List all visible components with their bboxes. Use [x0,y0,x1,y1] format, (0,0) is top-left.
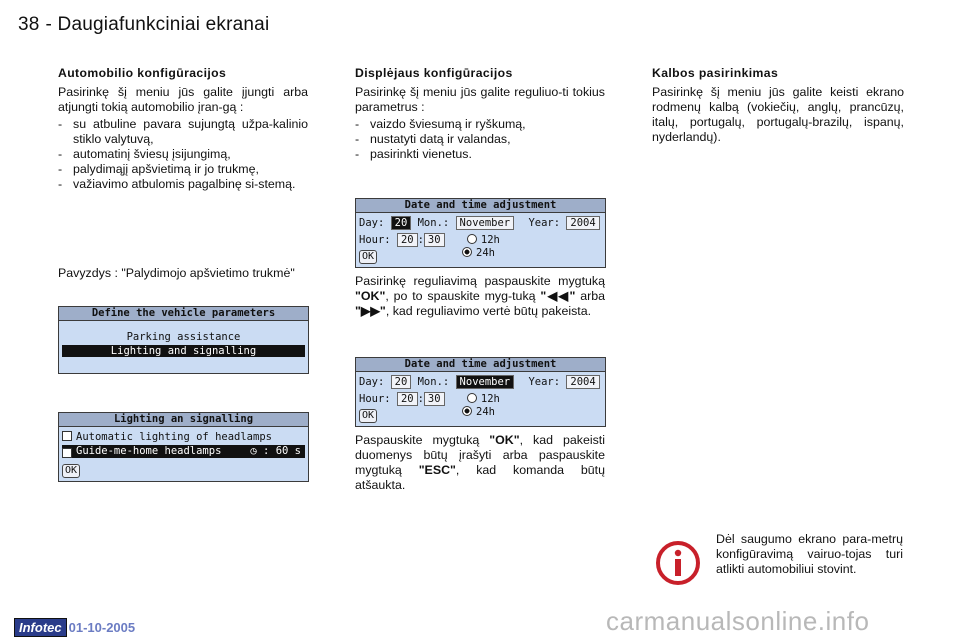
format-12h-label: 12h [480,393,500,405]
language-heading: Kalbos pasirinkimas [652,66,779,80]
display-config-list [355,117,605,162]
month-label: Mon.: [417,217,450,229]
month-field[interactable]: November [456,375,515,389]
vehicle-config-section [58,66,308,192]
adjust-instructions [355,274,605,319]
format-24h-row [462,247,495,259]
ok-key-label: "OK" [489,433,520,447]
screen-title: Lighting an signalling [59,413,308,427]
menu-item-lighting-signalling[interactable]: Lighting and signalling [62,345,305,357]
option-label: Automatic lighting of headlamps [76,431,272,443]
info-icon [655,540,701,586]
footer [14,618,135,637]
list-item: - važiavimo atbulomis pagalbinę si-stemą. [58,177,308,192]
text-span: Paspauskite mygtuką [355,433,490,447]
text-span: Pasirinkę reguliavimą paspauskite mygtuką [355,274,605,288]
vehicle-parameters-screen [58,306,309,374]
radio-icon[interactable] [467,234,477,244]
safety-note: Dėl saugumo ekrano para-metrų konfigūravimą vairuo-tojas turi atlikti automobiliui stovint. [716,532,903,576]
date-time-screen-1 [355,198,606,268]
minute-field[interactable]: 30 [424,392,445,406]
ok-key-label: "OK" [355,289,386,303]
clock-icon: ◷ [250,445,257,457]
language-text: Pasirinkę šį meniu jūs galite keisti ekrano rodmenų kalbą (vokiečių, anglų, prancūzų, italų, portugalų, portugalų-brazilų, ispanų, nyderlandų). [652,85,904,144]
confirm-instructions [355,433,605,493]
watermark: carmanualsonline.info [606,606,870,636]
display-config-heading: Displėjaus konfigūracijos [355,66,513,80]
forward-key-label: "▶▶" [355,304,386,318]
hour-field[interactable]: 20 [397,392,418,406]
radio-icon[interactable] [467,393,477,403]
confirm-paragraph [355,433,605,493]
adjust-paragraph [355,274,605,319]
ok-button[interactable]: OK [359,409,377,423]
example-text: Pavyzdys : "Palydimojo apšvietimo trukmė" [58,266,295,280]
hour-label: Hour: [359,393,391,405]
year-field[interactable]: 2004 [566,216,599,230]
format-12h-label: 12h [480,234,500,246]
format-24h-row [462,406,495,418]
format-24h-label: 24h [476,247,495,259]
display-config-intro: Pasirinkę šį meniu jūs galite reguliuo-ti tokius parametrus : [355,85,605,114]
year-field[interactable]: 2004 [566,375,599,389]
text-span: , kad komanda būtų atšaukta. [355,463,605,492]
vehicle-config-list [58,117,308,192]
example-caption [58,266,308,281]
vehicle-config-heading: Automobilio konfigūracijos [58,66,227,80]
option-label: Guide-me-home headlamps [76,445,222,457]
hour-row: Hour: 20 : 30 12h [359,393,500,405]
radio-selected-icon[interactable] [462,247,472,257]
lighting-screen [58,412,309,482]
minute-field[interactable]: 30 [424,233,445,247]
ok-button[interactable]: OK [62,464,80,478]
option-auto-lighting[interactable] [62,431,272,443]
day-label: Day: [359,376,385,388]
list-item: - palydimąjį apšvietimą ir jo trukmę, [58,162,308,177]
screen-title: Date and time adjustment [356,199,605,213]
duration-value[interactable]: 60 [275,445,289,457]
ok-button[interactable]: OK [359,250,377,264]
option-guide-me-home[interactable]: ✔ Guide-me-home headlamps ◷ : 60 s [62,445,305,458]
list-item: - nustatyti datą ir valandas, [355,132,605,147]
radio-selected-icon[interactable] [462,406,472,416]
format-24h-label: 24h [476,406,495,418]
list-item: - vaizdo šviesumą ir ryškumą, [355,117,605,132]
screen-title: Define the vehicle parameters [59,307,308,321]
list-item: - su atbuline pavara sujungtą užpa-kalinio stiklo valytuvą, [58,117,308,147]
text-span: , kad reguliavimo vertė būtų pakeista. [385,304,592,318]
page-number: 38 [18,14,40,35]
language-section [652,66,904,145]
text-span: arba [575,289,605,303]
esc-key-label: "ESC" [418,463,456,477]
text-span: , po to spauskite myg-tuką [385,289,541,303]
hour-field[interactable]: 20 [397,233,418,247]
list-item: - pasirinkti vienetus. [355,147,605,162]
text-span: , kad pakeisti duomenys būtų įrašyti arba paspauskite mygtuką [355,433,605,477]
date-row [359,216,600,230]
footer-date: 01-10-2005 [68,620,136,635]
display-config-section [355,66,605,162]
day-label: Day: [359,217,385,229]
infotec-logo: Infotec [14,618,67,637]
month-field[interactable]: November [456,216,515,230]
rewind-key-label: "◀◀" [540,289,576,303]
year-label: Year: [528,217,561,229]
page-title: - Daugiafunkciniai ekranai [45,14,270,35]
screen-title: Date and time adjustment [356,358,605,372]
day-field[interactable]: 20 [391,375,412,389]
menu-item-parking-assistance[interactable]: Parking assistance [126,331,241,343]
year-label: Year: [528,376,561,388]
vehicle-config-intro: Pasirinkę šį meniu jūs galite įjungti arba atjungti tokią automobilio įran-gą : [58,85,308,114]
page-header [18,14,269,36]
date-row [359,375,600,389]
hour-label: Hour: [359,234,391,246]
duration-unit: s [294,445,301,457]
day-field[interactable]: 20 [391,216,412,230]
checkbox-checked-icon[interactable]: ✔ [62,448,72,458]
list-item: - automatinį šviesų įsijungimą, [58,147,308,162]
date-time-screen-2 [355,357,606,427]
checkbox-icon[interactable] [62,431,72,441]
hour-row: Hour: 20 : 30 12h [359,234,500,246]
month-label: Mon.: [417,376,450,388]
